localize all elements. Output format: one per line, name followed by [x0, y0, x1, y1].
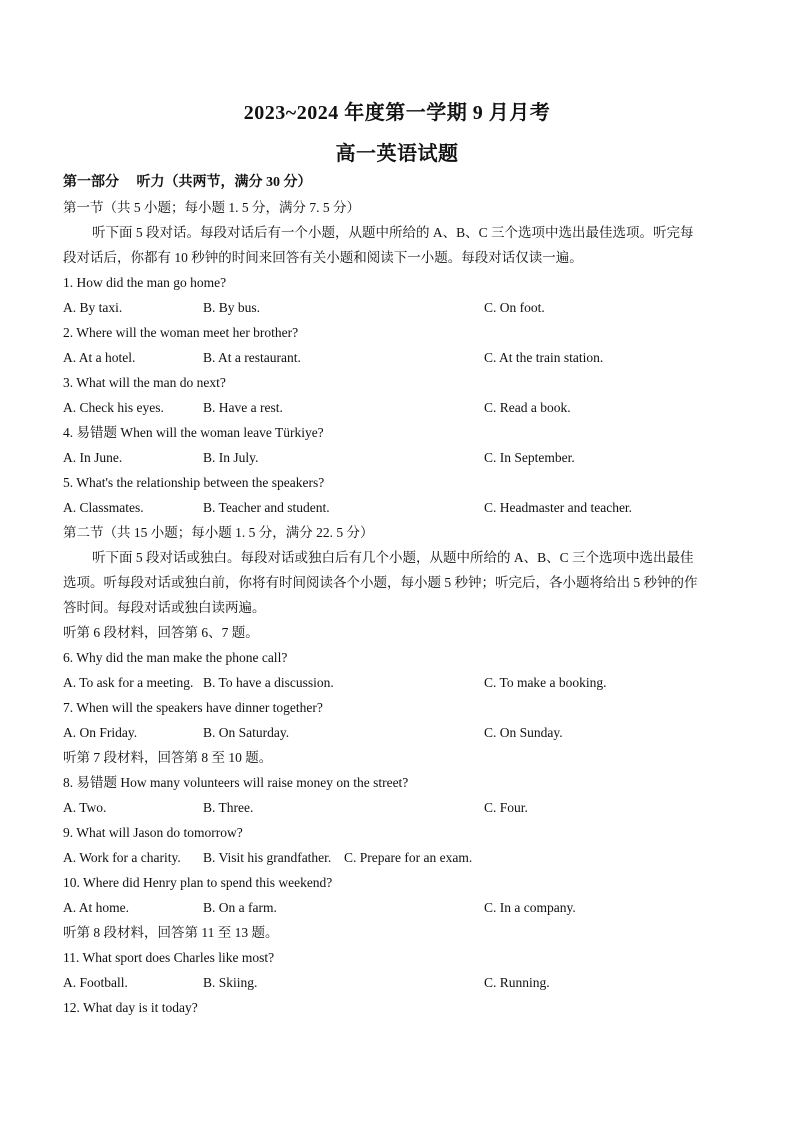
question-11: 11. What sport does Charles like most?: [63, 950, 275, 965]
option-c: C. On foot.: [484, 300, 545, 315]
option-b: B. In July.: [203, 450, 259, 465]
option-c: C. In September.: [484, 450, 575, 465]
section-one-heading: 第一节（共 5 小题；每小题 1. 5 分，满分 7. 5 分）: [63, 200, 360, 215]
question-6: 6. Why did the man make the phone call?: [63, 650, 288, 665]
section-one-instructions: 听下面 5 段对话。每段对话后有一个小题，从题中所给的 A、B、C 三个选项中选出最佳选项。听完每: [92, 225, 694, 240]
question-5: 5. What's the relationship between the speakers?: [63, 475, 325, 490]
option-a: A. Classmates.: [63, 500, 144, 515]
question-4: 4. 易错题 When will the woman leave Türkiye?: [63, 425, 324, 440]
option-b: B. Have a rest.: [203, 400, 283, 415]
question-12: 12. What day is it today?: [63, 1000, 198, 1015]
option-b: B. To have a discussion.: [203, 675, 334, 690]
option-b: B. Teacher and student.: [203, 500, 330, 515]
option-b: B. Visit his grandfather.: [203, 850, 332, 865]
option-a: A. At home.: [63, 900, 129, 915]
option-a: A. On Friday.: [63, 725, 138, 740]
section-two-instructions: 听下面 5 段对话或独白。每段对话或独白后有几个小题，从题中所给的 A、B、C 三个选项中选出最佳: [92, 550, 694, 565]
option-a: A. To ask for a meeting.: [63, 675, 194, 690]
option-c: C. Running.: [484, 975, 550, 990]
option-c: C. At the train station.: [484, 350, 604, 365]
option-a: A. Check his eyes.: [63, 400, 164, 415]
part-one-heading: 第一部分 听力（共两节，满分 30 分）: [63, 175, 312, 190]
option-c: C. Headmaster and teacher.: [484, 500, 633, 515]
option-b: B. On a farm.: [203, 900, 277, 915]
option-c: C. Four.: [484, 800, 528, 815]
question-7: 7. When will the speakers have dinner together?: [63, 700, 323, 715]
option-b: B. By bus.: [203, 300, 261, 315]
option-a: A. At a hotel.: [63, 350, 136, 365]
option-b: B. At a restaurant.: [203, 350, 301, 365]
option-a: A. Two.: [63, 800, 107, 815]
option-c: C. Read a book.: [484, 400, 571, 415]
material-6-note: 听第 6 段材料，回答第 6、7 题。: [63, 625, 259, 640]
option-c: C. On Sunday.: [484, 725, 563, 740]
option-a: A. Football.: [63, 975, 128, 990]
section-one-instructions-cont: 段对话后，你都有 10 秒钟的时间来回答有关小题和阅读下一小题。每段对话仅读一遍。: [63, 250, 583, 265]
section-two-instructions-cont: 选项。听每段对话或独白前，你将有时间阅读各个小题，每小题 5 秒钟；听完后，各小题将给出 5 秒钟的作: [63, 575, 698, 590]
material-7-note: 听第 7 段材料，回答第 8 至 10 题。: [63, 750, 273, 765]
option-b: B. Skiing.: [203, 975, 258, 990]
question-8: 8. 易错题 How many volunteers will raise money on the street?: [63, 775, 409, 790]
option-c: C. In a company.: [484, 900, 576, 915]
question-2: 2. Where will the woman meet her brother?: [63, 325, 299, 340]
option-a: A. In June.: [63, 450, 123, 465]
option-a: A. By taxi.: [63, 300, 123, 315]
option-a: A. Work for a charity.: [63, 850, 181, 865]
option-c: C. Prepare for an exam.: [344, 850, 473, 865]
option-b: B. Three.: [203, 800, 254, 815]
option-c: C. To make a booking.: [484, 675, 607, 690]
question-3: 3. What will the man do next?: [63, 375, 226, 390]
question-10: 10. Where did Henry plan to spend this weekend?: [63, 875, 333, 890]
option-b: B. On Saturday.: [203, 725, 290, 740]
question-9: 9. What will Jason do tomorrow?: [63, 825, 243, 840]
exam-title: 2023~2024 年度第一学期 9 月月考: [243, 102, 551, 124]
exam-subtitle: 高一英语试题: [335, 143, 459, 165]
section-two-heading: 第二节（共 15 小题；每小题 1. 5 分，满分 22. 5 分）: [63, 525, 374, 540]
material-8-note: 听第 8 段材料，回答第 11 至 13 题。: [63, 925, 279, 940]
question-1: 1. How did the man go home?: [63, 275, 227, 290]
section-two-instructions-end: 答时间。每段对话或独白读两遍。: [63, 600, 266, 615]
